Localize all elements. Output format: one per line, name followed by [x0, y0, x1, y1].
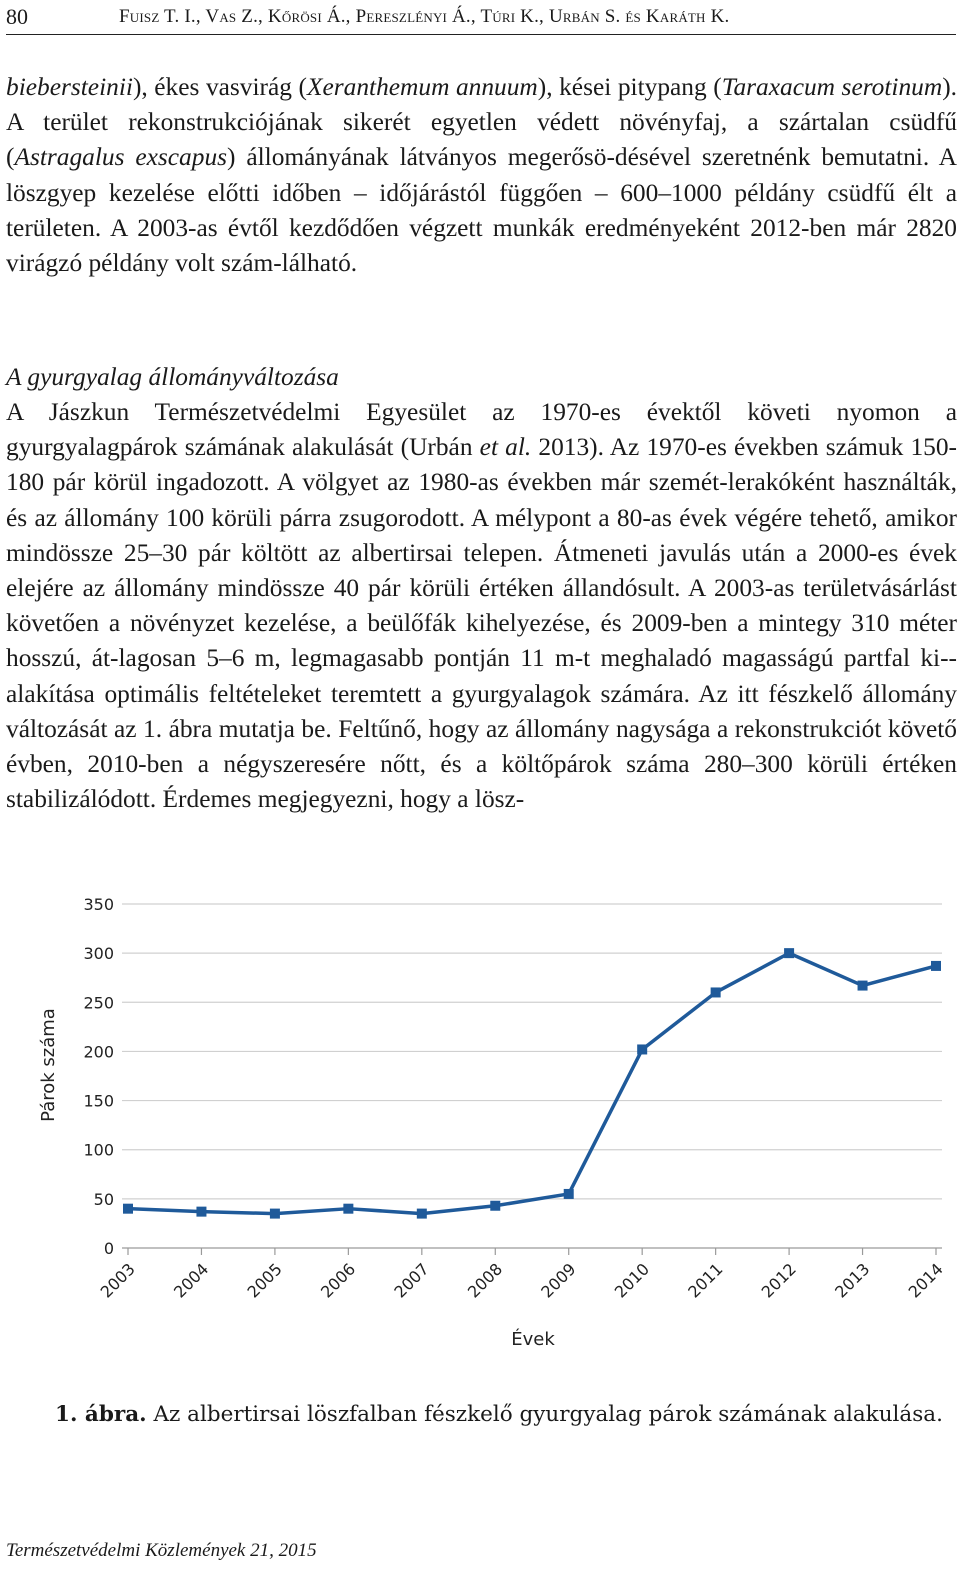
page-header [6, 4, 956, 32]
section-heading: A gyurgyalag állományváltozása [6, 363, 339, 391]
y-tick-label: 50 [93, 1189, 114, 1209]
x-tick-label: 2007 [390, 1259, 433, 1302]
data-point [931, 961, 941, 971]
y-tick-label: 100 [83, 1140, 114, 1160]
x-tick-label: 2008 [463, 1259, 507, 1302]
line-chart [30, 880, 950, 1360]
text-run: ), kései pitypang ( [537, 73, 722, 101]
x-tick-label: 2014 [904, 1259, 947, 1302]
running-head-authors: Fuisz T. I., Vas Z., Kőrösi Á., Pereszlényi Á., Túri K., Urbán S. és Karáth K. [119, 6, 730, 27]
data-point [270, 1209, 280, 1219]
text-run: ) állományának látványos megerősö-désével szeretnénk bemutatni. A löszgyep kezelése előtti időben – időjárástól függően – 600–1000 példány csüdfű élt a területen. A 2003-as évtől kezdődően végzett munkák eredményeként 2012-ben már 2820 virágzó példány volt szám-lálható. [6, 143, 957, 278]
data-point [490, 1201, 500, 1211]
x-tick-label: 2004 [170, 1259, 213, 1302]
data-point [711, 987, 721, 997]
y-tick-label: 150 [83, 1091, 114, 1111]
paragraph-2 [6, 395, 957, 817]
header-rule [6, 34, 956, 35]
figure-1-chart [30, 880, 950, 1360]
y-tick-label: 300 [83, 944, 114, 964]
x-tick-label: 2006 [316, 1259, 360, 1302]
italic-taxon: biebersteinii [6, 73, 133, 101]
y-axis-label: Párok száma [38, 1008, 59, 1122]
italic-taxon: Taraxacum serotinum [721, 73, 943, 101]
data-point [858, 981, 868, 991]
text-run: ), ékes vasvirág ( [132, 73, 307, 101]
x-tick-label: 2005 [243, 1259, 286, 1302]
series-layer [123, 948, 941, 1218]
figure-caption [55, 1400, 943, 1430]
data-point [417, 1209, 427, 1219]
data-point [784, 948, 794, 958]
x-axis-label: Évek [511, 1329, 555, 1350]
caption-label: 1. ábra. [55, 1402, 147, 1427]
x-tick-label: 2012 [757, 1259, 800, 1302]
x-tick-label: 2003 [96, 1259, 139, 1302]
x-tick-label: 2013 [831, 1259, 874, 1302]
data-point [343, 1204, 353, 1214]
text-run: A Jászkun Természetvédelmi Egyesület az 1970-es évektől követi nyomon a gyurgyalagpárok számának alakulását (Urbán [6, 398, 957, 462]
caption-text: Az albertirsai löszfalban fészkelő gyurgyalag párok számának alakulása. [146, 1402, 943, 1427]
data-point [637, 1044, 647, 1054]
text-run: ). A terület rekonstrukciójának sikerét egyetlen védett növényfaj, a szártalan csüdfű ( [6, 73, 957, 172]
x-tick-label: 2009 [537, 1259, 580, 1302]
data-point [564, 1189, 574, 1199]
y-tick-label: 200 [83, 1042, 114, 1062]
journal-footer: Természetvédelmi Közlemények 21, 2015 [6, 1540, 317, 1561]
italic-taxon: Xeranthemum annuum [306, 73, 538, 101]
x-tick-label: 2011 [684, 1259, 727, 1302]
italic-citation: et al. [479, 433, 532, 462]
axis-layer [83, 895, 946, 1302]
text-run: 2013). Az 1970-es években számuk 150-180 pár körül ingadozott. A völgyet az 1980-as években már szemét-lerakóként használták, és az állomány 100 körüli párra zsugorodott. A mélypont a 80-as évek végére tehető, amikor mindössze 25–30 pár költött az albertirsai telepen. Átmeneti javulás után a 2000-es évek elejére az állomány mindössze 40 pár körüli értéken állandósult. A 2003-as területvásárlást követően a növényzet kezelése, a beülőfák kihelyezése, és 2009-ben a mintegy 310 méter hosszú, át-lagosan 5–6 m, legmagasabb pontján 11 m-t meghaladó magasságú partfal ki-alakítása optimális feltételeket teremtett a gyurgyalagok számára. Az itt fészkelő állomány változását az 1. ábra mutatja be. Feltűnő, hogy az állomány nagysága a rekonstrukciót követő évben, 2010-ben a négyszeresére nőtt, és a költőpárok száma 280–300 körüli értéken stabilizálódott. Érdemes megjegyezni, hogy a lösz- [6, 433, 957, 814]
grid-layer [122, 904, 942, 1248]
paragraph-1 [6, 70, 957, 281]
y-tick-label: 250 [83, 993, 114, 1013]
data-point [123, 1204, 133, 1214]
page-number: 80 [6, 4, 28, 29]
data-point [196, 1207, 206, 1217]
y-tick-label: 350 [83, 895, 114, 914]
series-line [128, 953, 936, 1213]
y-tick-label: 0 [103, 1239, 114, 1258]
italic-taxon: Astragalus exscapus [14, 143, 228, 172]
x-tick-label: 2010 [610, 1259, 654, 1302]
